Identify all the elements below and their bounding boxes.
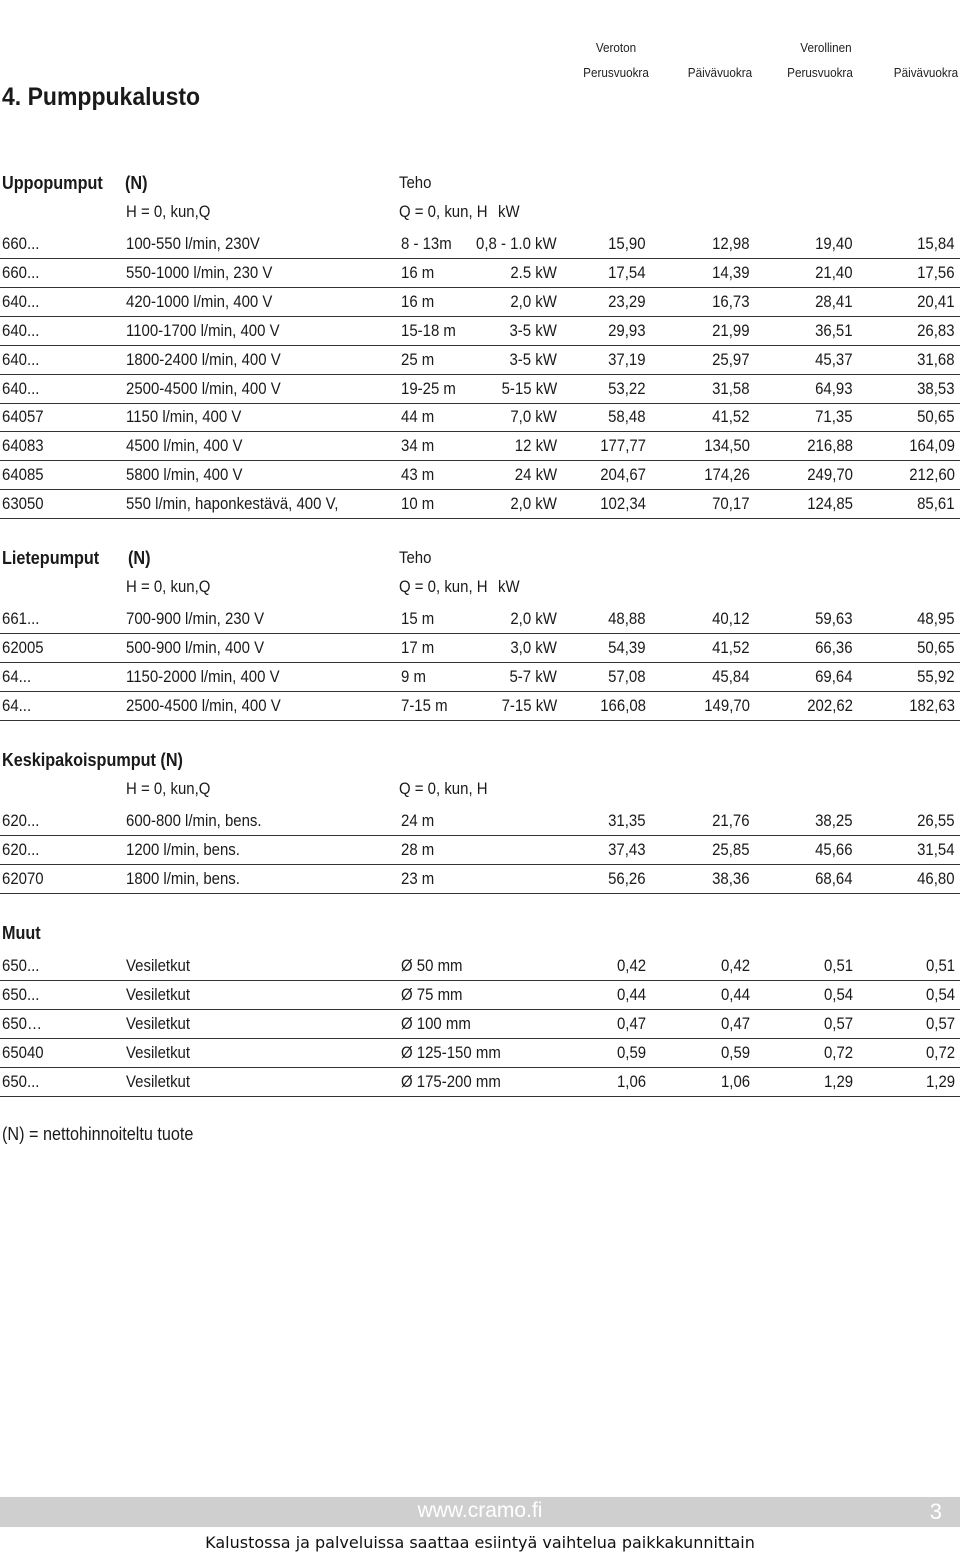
cell-desc: 1100-1700 l/min, 400 V (126, 320, 280, 340)
cell-v4: 50,65 (917, 637, 955, 657)
cell-v2: 21,76 (712, 811, 750, 830)
cell-v3: 66,36 (815, 637, 853, 657)
cell-kw: 0,8 - 1.0 kW (476, 234, 557, 253)
page-title: 4. Pumppukalusto (2, 83, 201, 111)
cell-v2: 25,85 (712, 839, 750, 859)
subheader-head: H = 0, kun,Q (126, 202, 211, 221)
cell-v1: 102,34 (600, 494, 646, 514)
cell-v4: 15,84 (917, 234, 955, 253)
cell-v2: 0,44 (720, 984, 750, 1004)
cell-v3: 69,64 (815, 666, 853, 686)
column-header-day-1: Päivävuokra (687, 65, 753, 80)
cell-h: 16 m (401, 262, 435, 282)
table-row (0, 461, 960, 490)
cell-v3: 36,51 (815, 320, 853, 340)
cell-v4: 85,61 (917, 494, 955, 514)
cell-v4: 26,55 (917, 811, 955, 830)
cell-v2: 134,50 (704, 436, 750, 456)
cell-v3: 59,63 (815, 609, 853, 628)
cell-v3: 216,88 (807, 436, 853, 456)
table-row (0, 952, 960, 981)
table-row (0, 663, 960, 692)
cell-kw: 7,0 kW (510, 407, 557, 427)
cell-v4: 17,56 (917, 262, 955, 282)
cell-v4: 182,63 (909, 695, 955, 715)
cell-v1: 54,39 (608, 637, 646, 657)
cell-kw: 2.5 kW (510, 262, 557, 282)
cell-v2: 41,52 (712, 637, 750, 657)
footer-url[interactable]: www.cramo.fi (417, 1499, 543, 1522)
footnote: (N) = nettohinnoiteltu tuote (2, 1124, 194, 1144)
cell-h: 44 m (401, 407, 435, 427)
cell-v2: 0,47 (720, 1013, 750, 1033)
cell-v2: 14,39 (712, 262, 750, 282)
section-title-muut: Muut (2, 923, 41, 943)
table-row (0, 432, 960, 461)
cell-v4: 55,92 (917, 666, 955, 686)
cell-v3: 45,66 (815, 839, 853, 859)
cell-v4: 46,80 (917, 868, 955, 888)
cell-code: 64083 (2, 436, 44, 456)
cell-h: 7-15 m (401, 695, 448, 715)
table-row (0, 634, 960, 663)
cell-desc: 4500 l/min, 400 V (126, 436, 243, 456)
cell-h: 43 m (401, 465, 435, 485)
cell-v3: 124,85 (807, 494, 853, 514)
section-tag-lietepumput: (N) (128, 548, 151, 568)
cell-v1: 177,77 (600, 436, 646, 456)
cell-v3: 28,41 (815, 291, 853, 311)
cell-v2: 174,26 (704, 465, 750, 485)
footer-disclaimer: Kalustossa ja palveluissa saattaa esiintyä vaihtelua paikkakunnittain (205, 1533, 755, 1552)
column-header-base-1: Perusvuokra (583, 65, 649, 80)
cell-h: 15-18 m (401, 320, 456, 340)
cell-v3: 38,25 (815, 811, 853, 830)
table-row (0, 1068, 960, 1097)
cell-code: 650... (2, 956, 40, 975)
table-row (0, 692, 960, 721)
cell-code: 64085 (2, 465, 44, 485)
cell-v2: 16,73 (712, 291, 750, 311)
cell-v1: 31,35 (608, 811, 646, 830)
cell-h: 25 m (401, 349, 435, 369)
cell-desc: Vesiletkut (126, 1042, 191, 1062)
subheader-kw: kW (498, 202, 520, 221)
cell-h: 16 m (401, 291, 435, 311)
cell-kw: 7-15 kW (501, 695, 557, 715)
table-row (0, 1010, 960, 1039)
cell-h: 28 m (401, 839, 435, 859)
cell-h: 15 m (401, 609, 435, 628)
section-title-keskipakoispumput: Keskipakoispumput (N) (2, 750, 183, 770)
cell-v4: 50,65 (917, 407, 955, 427)
cell-v3: 68,64 (815, 868, 853, 888)
table-row (0, 288, 960, 317)
power-label: Teho (399, 548, 432, 567)
cell-v3: 249,70 (807, 465, 853, 485)
cell-desc: Vesiletkut (126, 1071, 191, 1091)
cell-h: 8 - 13m (401, 234, 452, 253)
cell-v4: 212,60 (909, 465, 955, 485)
subheader-flow: Q = 0, kun, H (399, 202, 488, 221)
cell-v1: 58,48 (608, 407, 646, 427)
table-row (0, 836, 960, 865)
cell-v2: 25,97 (712, 349, 750, 369)
cell-v2: 41,52 (712, 407, 750, 427)
cell-v3: 45,37 (815, 349, 853, 369)
cell-kw: 2,0 kW (510, 609, 557, 628)
cell-v1: 166,08 (600, 695, 646, 715)
cell-v4: 0,54 (925, 984, 955, 1004)
cell-code: 64... (2, 666, 32, 686)
cell-v1: 1,06 (616, 1071, 646, 1091)
cell-code: 640... (2, 291, 40, 311)
cell-v1: 0,47 (616, 1013, 646, 1033)
column-header-base-2: Perusvuokra (787, 65, 853, 80)
cell-v1: 37,19 (608, 349, 646, 369)
cell-v2: 31,58 (712, 378, 750, 398)
cell-v3: 19,40 (815, 234, 853, 253)
cell-v1: 0,42 (616, 956, 646, 975)
cell-v1: 37,43 (608, 839, 646, 859)
subheader-flow: Q = 0, kun, H (399, 577, 488, 596)
cell-h: 10 m (401, 494, 435, 514)
table-row (0, 230, 960, 259)
cell-code: 62070 (2, 868, 44, 888)
subheader-head: H = 0, kun,Q (126, 577, 211, 596)
cell-desc: 100-550 l/min, 230V (126, 234, 260, 253)
cell-desc: 1800-2400 l/min, 400 V (126, 349, 281, 369)
cell-v3: 202,62 (807, 695, 853, 715)
cell-v2: 0,42 (720, 956, 750, 975)
subheader-flow: Q = 0, kun, H (399, 779, 488, 798)
cell-v1: 204,67 (600, 465, 646, 485)
cell-v3: 0,72 (823, 1042, 853, 1062)
cell-code: 650... (2, 984, 40, 1004)
cell-desc: 500-900 l/min, 400 V (126, 637, 265, 657)
cell-code: 640... (2, 320, 40, 340)
section-title-lietepumput: Lietepumput (2, 548, 100, 568)
cell-v2: 38,36 (712, 868, 750, 888)
cell-desc: Vesiletkut (126, 1013, 191, 1033)
cell-kw: 3,0 kW (510, 637, 557, 657)
cell-v3: 71,35 (815, 407, 853, 427)
cell-v2: 45,84 (712, 666, 750, 686)
table-row (0, 317, 960, 346)
cell-h: 34 m (401, 436, 435, 456)
cell-code: 620... (2, 839, 40, 859)
table-row (0, 346, 960, 375)
cell-h: Ø 75 mm (401, 984, 463, 1004)
cell-v2: 21,99 (712, 320, 750, 340)
cell-desc: 1200 l/min, bens. (126, 839, 240, 859)
cell-code: 650… (2, 1013, 42, 1033)
cell-desc: Vesiletkut (126, 956, 191, 975)
cell-h: Ø 125-150 mm (401, 1042, 501, 1062)
cell-v1: 0,59 (616, 1042, 646, 1062)
cell-kw: 24 kW (514, 465, 557, 485)
cell-code: 640... (2, 349, 40, 369)
cell-h: 24 m (401, 811, 435, 830)
cell-v3: 21,40 (815, 262, 853, 282)
cell-desc: 1150-2000 l/min, 400 V (126, 666, 280, 686)
table-row (0, 375, 960, 404)
cell-v4: 26,83 (917, 320, 955, 340)
cell-desc: 420-1000 l/min, 400 V (126, 291, 273, 311)
cell-kw: 12 kW (514, 436, 557, 456)
table-row (0, 605, 960, 634)
cell-desc: 1150 l/min, 400 V (126, 407, 242, 427)
page-number: 3 (929, 1499, 942, 1524)
cell-kw: 3-5 kW (509, 349, 557, 369)
cell-v1: 56,26 (608, 868, 646, 888)
cell-v4: 31,68 (917, 349, 955, 369)
cell-desc: 2500-4500 l/min, 400 V (126, 695, 281, 715)
cell-code: 620... (2, 811, 40, 830)
cell-desc: Vesiletkut (126, 984, 191, 1004)
group-label-verollinen: Verollinen (800, 40, 852, 55)
cell-h: 9 m (401, 666, 426, 686)
cell-code: 660... (2, 262, 40, 282)
cell-v1: 0,44 (616, 984, 646, 1004)
cell-v1: 53,22 (608, 378, 646, 398)
cell-code: 660... (2, 234, 40, 253)
cell-desc: 550-1000 l/min, 230 V (126, 262, 273, 282)
group-label-veroton: Veroton (595, 40, 637, 55)
cell-kw: 2,0 kW (510, 494, 557, 514)
subheader-head: H = 0, kun,Q (126, 779, 211, 798)
cell-v3: 1,29 (823, 1071, 853, 1091)
cell-desc: 550 l/min, haponkestävä, 400 V, (126, 494, 339, 514)
cell-v2: 149,70 (704, 695, 750, 715)
cell-v4: 1,29 (925, 1071, 955, 1091)
cell-v1: 23,29 (608, 291, 646, 311)
cell-v4: 164,09 (909, 436, 955, 456)
cell-v2: 0,59 (720, 1042, 750, 1062)
cell-v4: 0,57 (925, 1013, 955, 1033)
cell-desc: 2500-4500 l/min, 400 V (126, 378, 281, 398)
table-row (0, 1039, 960, 1068)
cell-kw: 5-7 kW (509, 666, 557, 686)
cell-v3: 0,51 (823, 956, 853, 975)
cell-v4: 20,41 (917, 291, 955, 311)
cell-code: 62005 (2, 637, 44, 657)
section-tag-uppopumput: (N) (125, 173, 148, 193)
cell-v2: 70,17 (712, 494, 750, 514)
cell-h: Ø 50 mm (401, 956, 463, 975)
table-row (0, 981, 960, 1010)
cell-v1: 48,88 (608, 609, 646, 628)
cell-code: 64057 (2, 407, 44, 427)
cell-h: Ø 100 mm (401, 1013, 471, 1033)
table-row (0, 490, 960, 519)
cell-v4: 38,53 (917, 378, 955, 398)
cell-v3: 64,93 (815, 378, 853, 398)
cell-h: 19-25 m (401, 378, 456, 398)
cell-v4: 0,72 (925, 1042, 955, 1062)
cell-desc: 1800 l/min, bens. (126, 868, 240, 888)
cell-code: 64... (2, 695, 32, 715)
cell-code: 661... (2, 609, 40, 628)
cell-v4: 31,54 (917, 839, 955, 859)
cell-v1: 29,93 (608, 320, 646, 340)
cell-code: 640... (2, 378, 40, 398)
cell-desc: 700-900 l/min, 230 V (126, 609, 265, 628)
cell-code: 650... (2, 1071, 40, 1091)
power-label: Teho (399, 173, 432, 192)
cell-desc: 5800 l/min, 400 V (126, 465, 243, 485)
cell-v1: 15,90 (608, 234, 646, 253)
table-row (0, 865, 960, 894)
subheader-kw: kW (498, 577, 520, 596)
cell-code: 63050 (2, 494, 44, 514)
cell-h: 17 m (401, 637, 435, 657)
cell-v2: 40,12 (712, 609, 750, 628)
column-header-day-2: Päivävuokra (893, 65, 959, 80)
table-row (0, 403, 960, 432)
cell-kw: 2,0 kW (510, 291, 557, 311)
cell-v3: 0,57 (823, 1013, 853, 1033)
cell-h: 23 m (401, 868, 435, 888)
cell-v1: 57,08 (608, 666, 646, 686)
cell-v1: 17,54 (608, 262, 646, 282)
cell-desc: 600-800 l/min, bens. (126, 811, 262, 830)
table-row (0, 807, 960, 836)
section-title-uppopumput: Uppopumput (2, 173, 103, 193)
cell-v2: 12,98 (712, 234, 750, 253)
cell-kw: 5-15 kW (501, 378, 557, 398)
cell-v2: 1,06 (720, 1071, 750, 1091)
cell-v3: 0,54 (823, 984, 853, 1004)
cell-v4: 0,51 (925, 956, 955, 975)
cell-kw: 3-5 kW (509, 320, 557, 340)
cell-h: Ø 175-200 mm (401, 1071, 501, 1091)
table-row (0, 259, 960, 288)
cell-code: 65040 (2, 1042, 44, 1062)
cell-v4: 48,95 (917, 609, 955, 628)
